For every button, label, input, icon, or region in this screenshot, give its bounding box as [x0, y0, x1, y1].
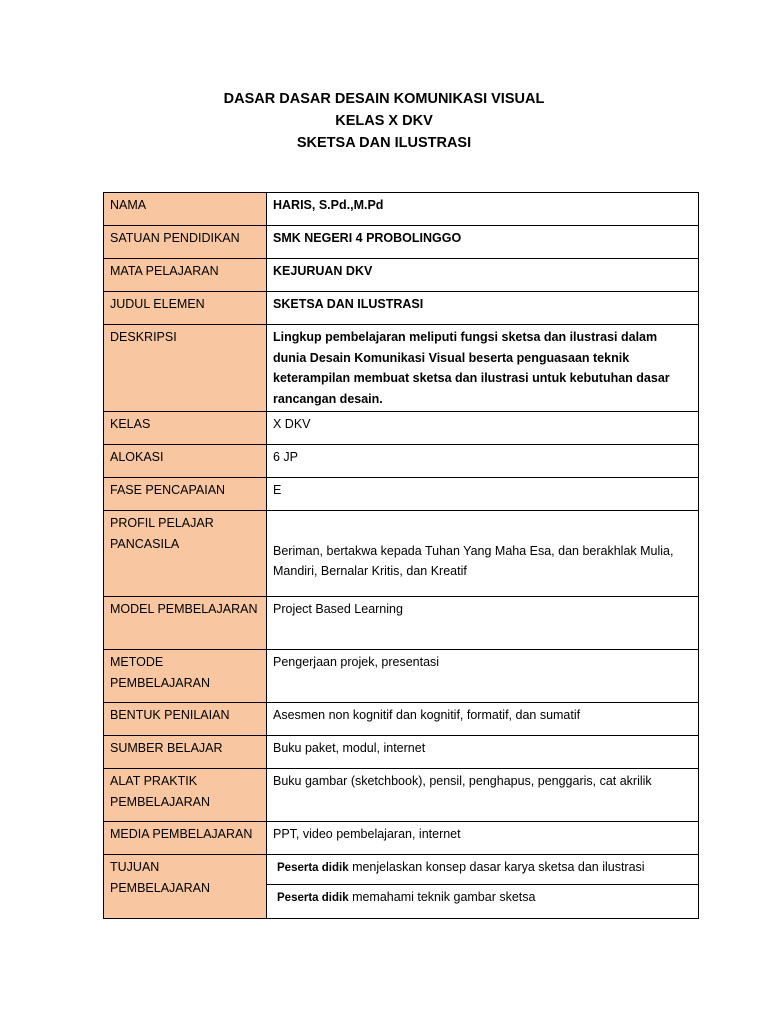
header-title: DASAR DASAR DESAIN KOMUNIKASI VISUAL [223, 91, 545, 107]
label-nama: NAMA [104, 193, 267, 226]
value-deskripsi: Lingkup pembelajaran meliputi fungsi sketsa dan ilustrasi dalam dunia Desain Komunikasi Visual beserta penguasaan teknik keterampilan membuat sketsa dan ilustrasi untuk kebutuhan dasar rancangan desain. [267, 325, 699, 412]
row-satuan [104, 226, 699, 259]
label-alokasi: ALOKASI [104, 445, 267, 478]
value-judul: SKETSA DAN ILUSTRASI [267, 292, 699, 325]
row-alokasi [104, 445, 699, 478]
row-bentuk [104, 703, 699, 736]
label-tujuan: TUJUAN PEMBELAJARAN [104, 855, 267, 919]
info-table [103, 192, 699, 919]
value-mapel: KEJURUAN DKV [267, 259, 699, 292]
value-fase: E [267, 478, 699, 511]
tujuan-item-prefix: Peserta didik [277, 892, 349, 904]
label-deskripsi: DESKRIPSI [104, 325, 267, 412]
tujuan-item-text: menjelaskan konsep dasar karya sketsa dan ilustrasi [348, 860, 645, 874]
tujuan-item [267, 855, 698, 884]
value-media: PPT, video pembelajaran, internet [267, 822, 699, 855]
value-nama: HARIS, S.Pd.,M.Pd [267, 193, 699, 226]
value-alat: Buku gambar (sketchbook), pensil, penghapus, penggaris, cat akrilik [267, 769, 699, 822]
label-alat: ALAT PRAKTIK PEMBELAJARAN [104, 769, 267, 822]
header-subject: SKETSA DAN ILUSTRASI [296, 135, 472, 151]
value-sumber: Buku paket, modul, internet [267, 736, 699, 769]
tujuan-item-text: memahami teknik gambar sketsa [348, 890, 536, 904]
row-deskripsi [104, 325, 699, 412]
value-profil-cell [267, 511, 699, 597]
label-metode: METODE PEMBELAJARAN [104, 650, 267, 703]
row-sumber [104, 736, 699, 769]
row-kelas [104, 412, 699, 445]
label-sumber: SUMBER BELAJAR [104, 736, 267, 769]
row-mapel [104, 259, 699, 292]
tujuan-item-prefix: Peserta didik [277, 862, 349, 874]
value-satuan: SMK NEGERI 4 PROBOLINGGO [267, 226, 699, 259]
label-kelas: KELAS [104, 412, 267, 445]
label-bentuk: BENTUK PENILAIAN [104, 703, 267, 736]
tujuan-item [267, 884, 698, 913]
document-header [0, 88, 768, 154]
label-profil: PROFIL PELAJAR PANCASILA [104, 511, 267, 597]
value-tujuan [267, 855, 699, 919]
value-model: Project Based Learning [267, 597, 699, 650]
label-model: MODEL PEMBELAJARAN [104, 597, 267, 650]
row-model [104, 597, 699, 650]
header-class: KELAS X DKV [335, 113, 433, 129]
row-alat [104, 769, 699, 822]
label-judul: JUDUL ELEMEN [104, 292, 267, 325]
value-profil: Beriman, bertakwa kepada Tuhan Yang Maha Esa, dan berakhlak Mulia, Mandiri, Bernalar Kritis, dan Kreatif [273, 544, 674, 578]
label-mapel: MATA PELAJARAN [104, 259, 267, 292]
row-profil [104, 511, 699, 597]
label-fase: FASE PENCAPAIAN [104, 478, 267, 511]
value-alokasi: 6 JP [267, 445, 699, 478]
row-nama [104, 193, 699, 226]
row-media [104, 822, 699, 855]
row-judul [104, 292, 699, 325]
row-fase [104, 478, 699, 511]
value-kelas: X DKV [267, 412, 699, 445]
label-media: MEDIA PEMBELAJARAN [104, 822, 267, 855]
value-metode: Pengerjaan projek, presentasi [267, 650, 699, 703]
value-bentuk: Asesmen non kognitif dan kognitif, formatif, dan sumatif [267, 703, 699, 736]
row-metode [104, 650, 699, 703]
label-satuan: SATUAN PENDIDIKAN [104, 226, 267, 259]
row-tujuan [104, 855, 699, 919]
